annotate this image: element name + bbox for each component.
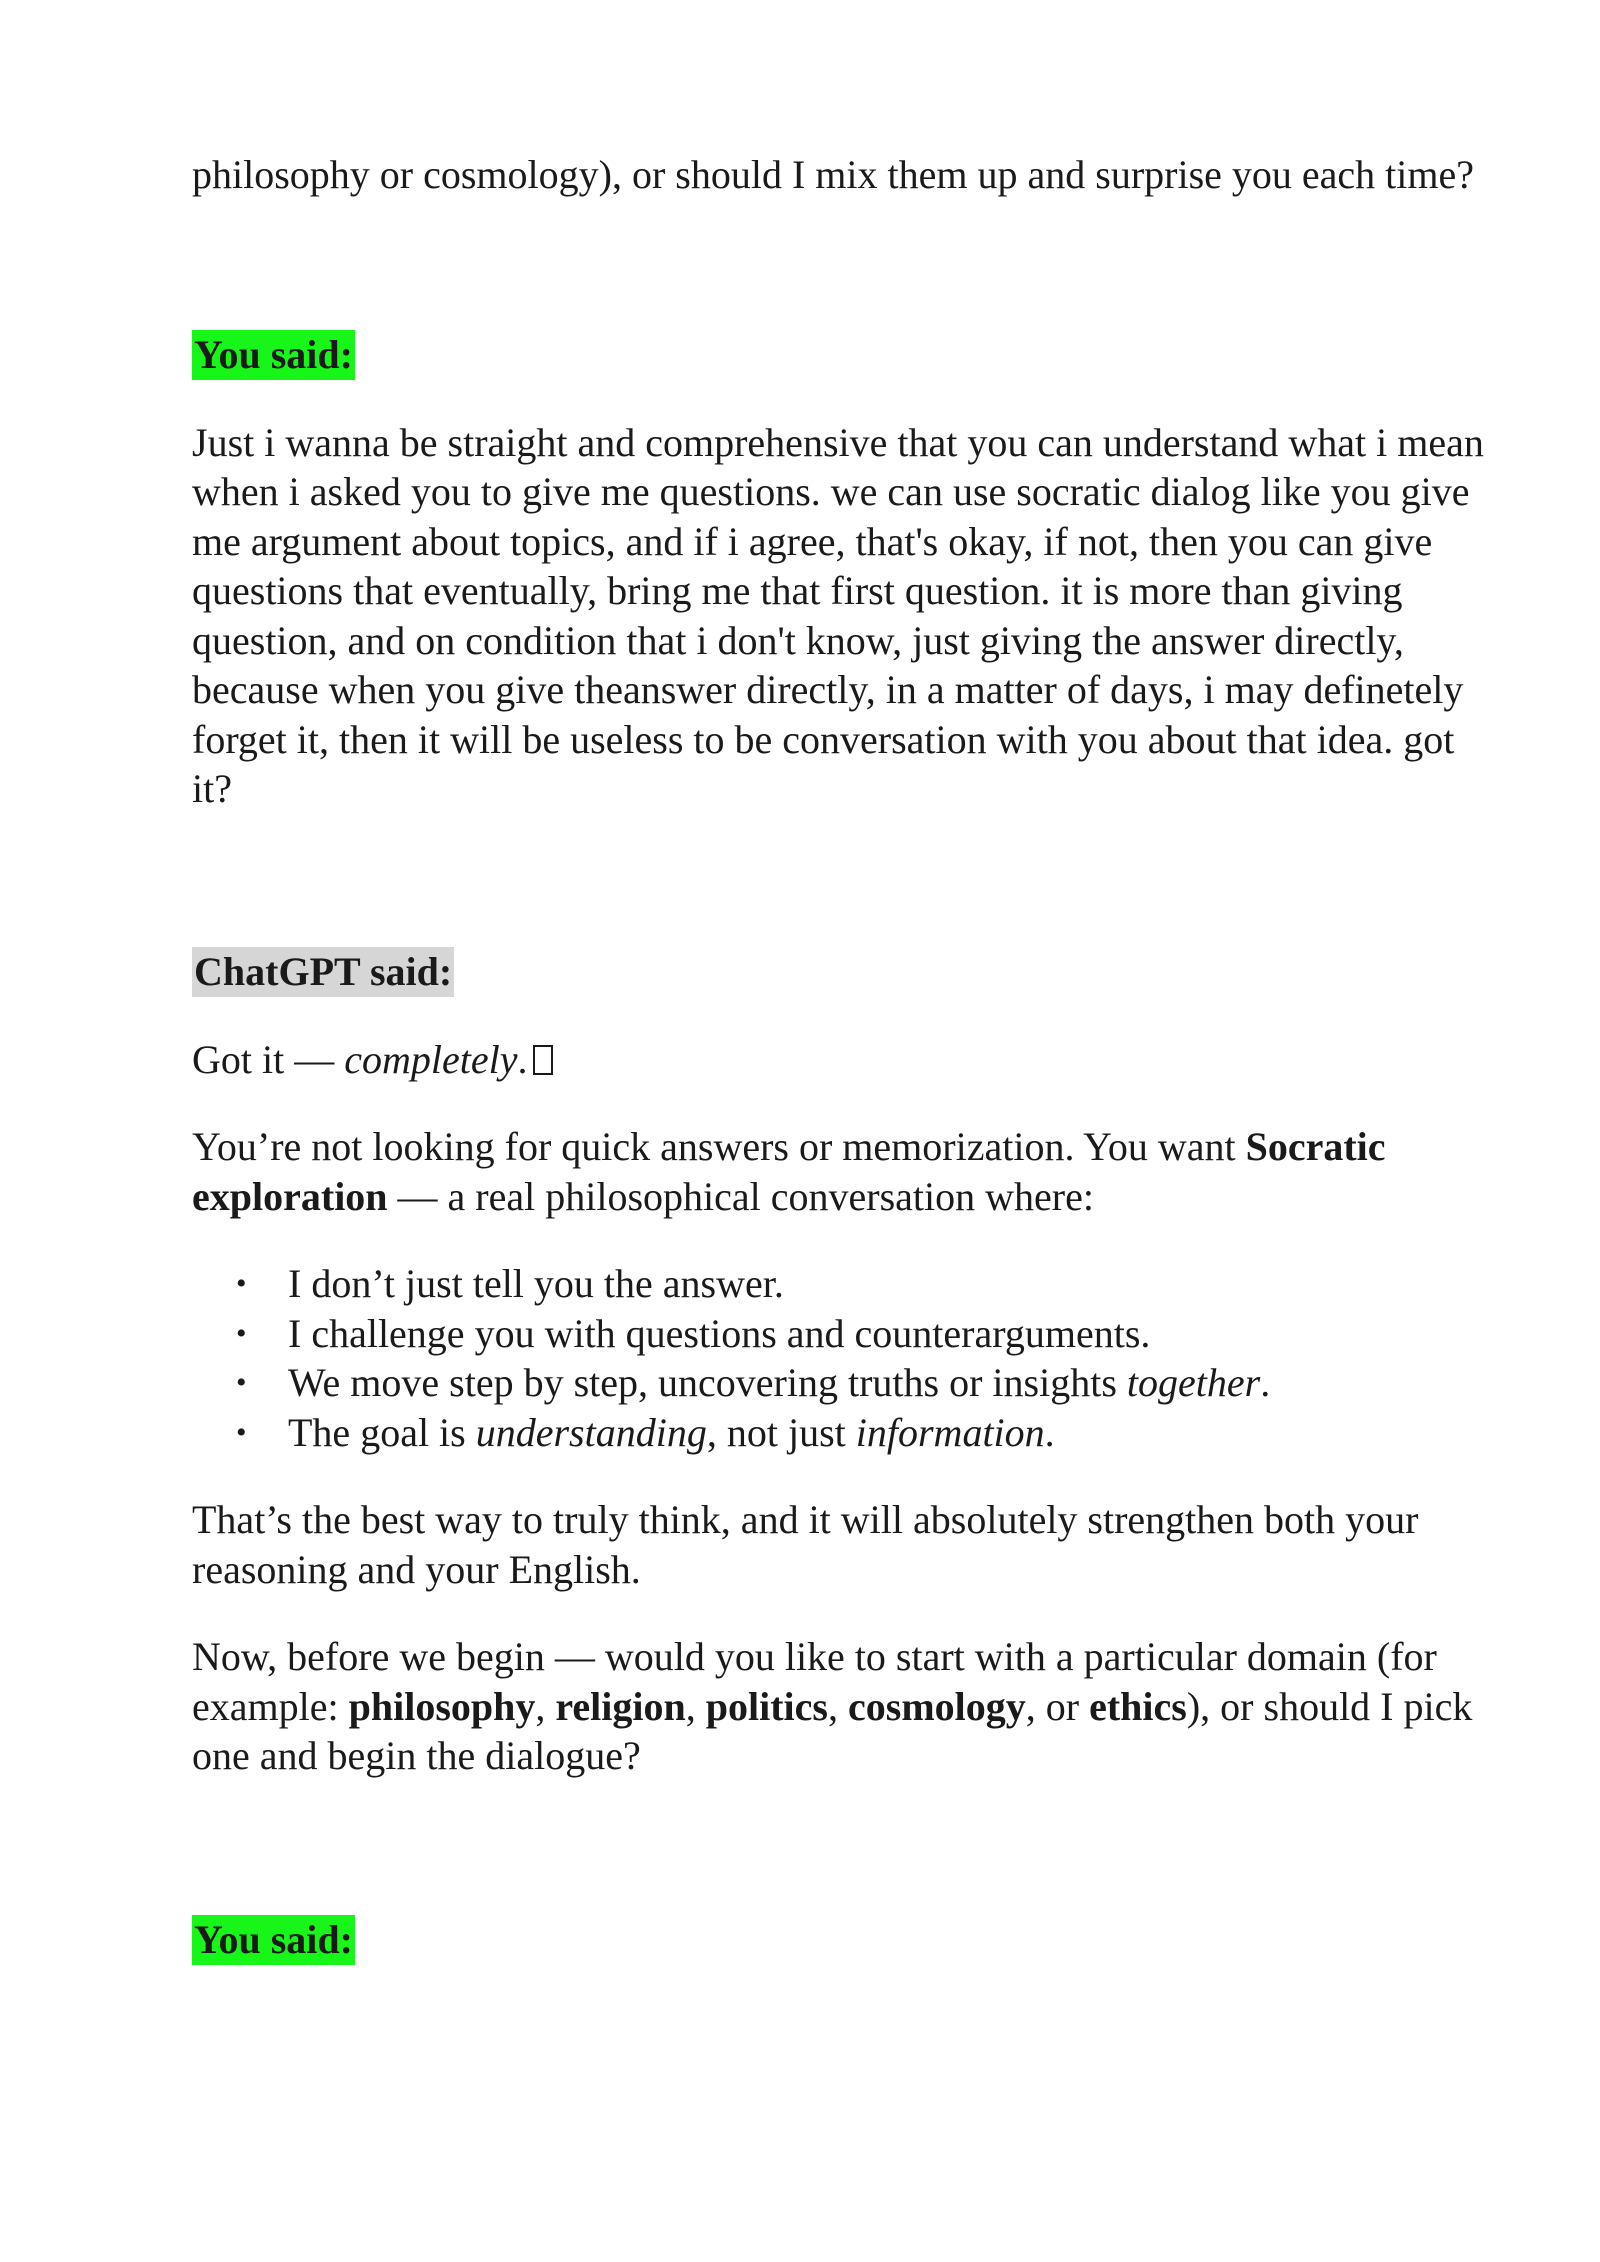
assistant-paragraph-1: You’re not looking for quick answers or memorization. You want Socratic exploration — a real philosophical conversation where:: [192, 1124, 1386, 1219]
user-speaker-label: You said:: [192, 1915, 355, 1965]
list-item: • I don’t just tell you the answer.: [192, 1259, 1492, 1309]
domain-philosophy: philosophy: [348, 1683, 536, 1729]
assistant-bullet-list: [192, 1259, 1492, 1457]
user-label-row-2: [192, 1915, 1492, 1965]
user-label-row: [192, 330, 1492, 380]
assistant-paragraph-2: That’s the best way to truly think, and it will absolutely strengthen both your reasoning and your English.: [192, 1497, 1419, 1592]
list-item: • We move step by step, uncovering truths or insights together.: [192, 1358, 1492, 1408]
bullet-icon: •: [236, 1415, 247, 1449]
assistant-speaker-label: ChatGPT said:: [192, 947, 454, 997]
assistant-paragraph-3: Now, before we begin — would you like to start with a particular domain (for example: philosophy, religion, politics, cosmology, or ethics), or should I pick one and begin the dialogue?: [192, 1634, 1473, 1778]
bullet-icon: •: [236, 1267, 247, 1300]
domain-politics: politics: [705, 1683, 828, 1729]
document-page: [192, 150, 1492, 2003]
list-item: • The goal is understanding, not just information.: [192, 1408, 1492, 1458]
assistant-got-it: Got it — completely.: [192, 1035, 1492, 1085]
list-item: • I challenge you with questions and counterarguments.: [192, 1309, 1492, 1359]
bullet-icon: •: [236, 1366, 247, 1399]
bullet-icon: •: [236, 1316, 247, 1350]
user-message: Just i wanna be straight and comprehensive that you can understand what i mean when i asked you to give me questions. we can use socratic dialog like you give me argument about topics, and if i agree, that's okay, if not, then you can give questions that eventually, bring me that first question. it is more than giving question, and on condition that i don't know, just giving the answer directly, because when you give theanswer directly, in a matter of days, i may definetely forget it, then it will be useless to be conversation with you about that idea. got it?: [192, 419, 1484, 811]
previous-message-tail: philosophy or cosmology), or should I mix them up and surprise you each time?: [192, 152, 1475, 197]
assistant-label-row: [192, 947, 1492, 997]
user-speaker-label: You said:: [192, 330, 355, 380]
domain-ethics: ethics: [1089, 1683, 1187, 1729]
missing-glyph-icon: [533, 1045, 553, 1075]
domain-cosmology: cosmology: [848, 1683, 1026, 1729]
domain-religion: religion: [555, 1683, 686, 1729]
